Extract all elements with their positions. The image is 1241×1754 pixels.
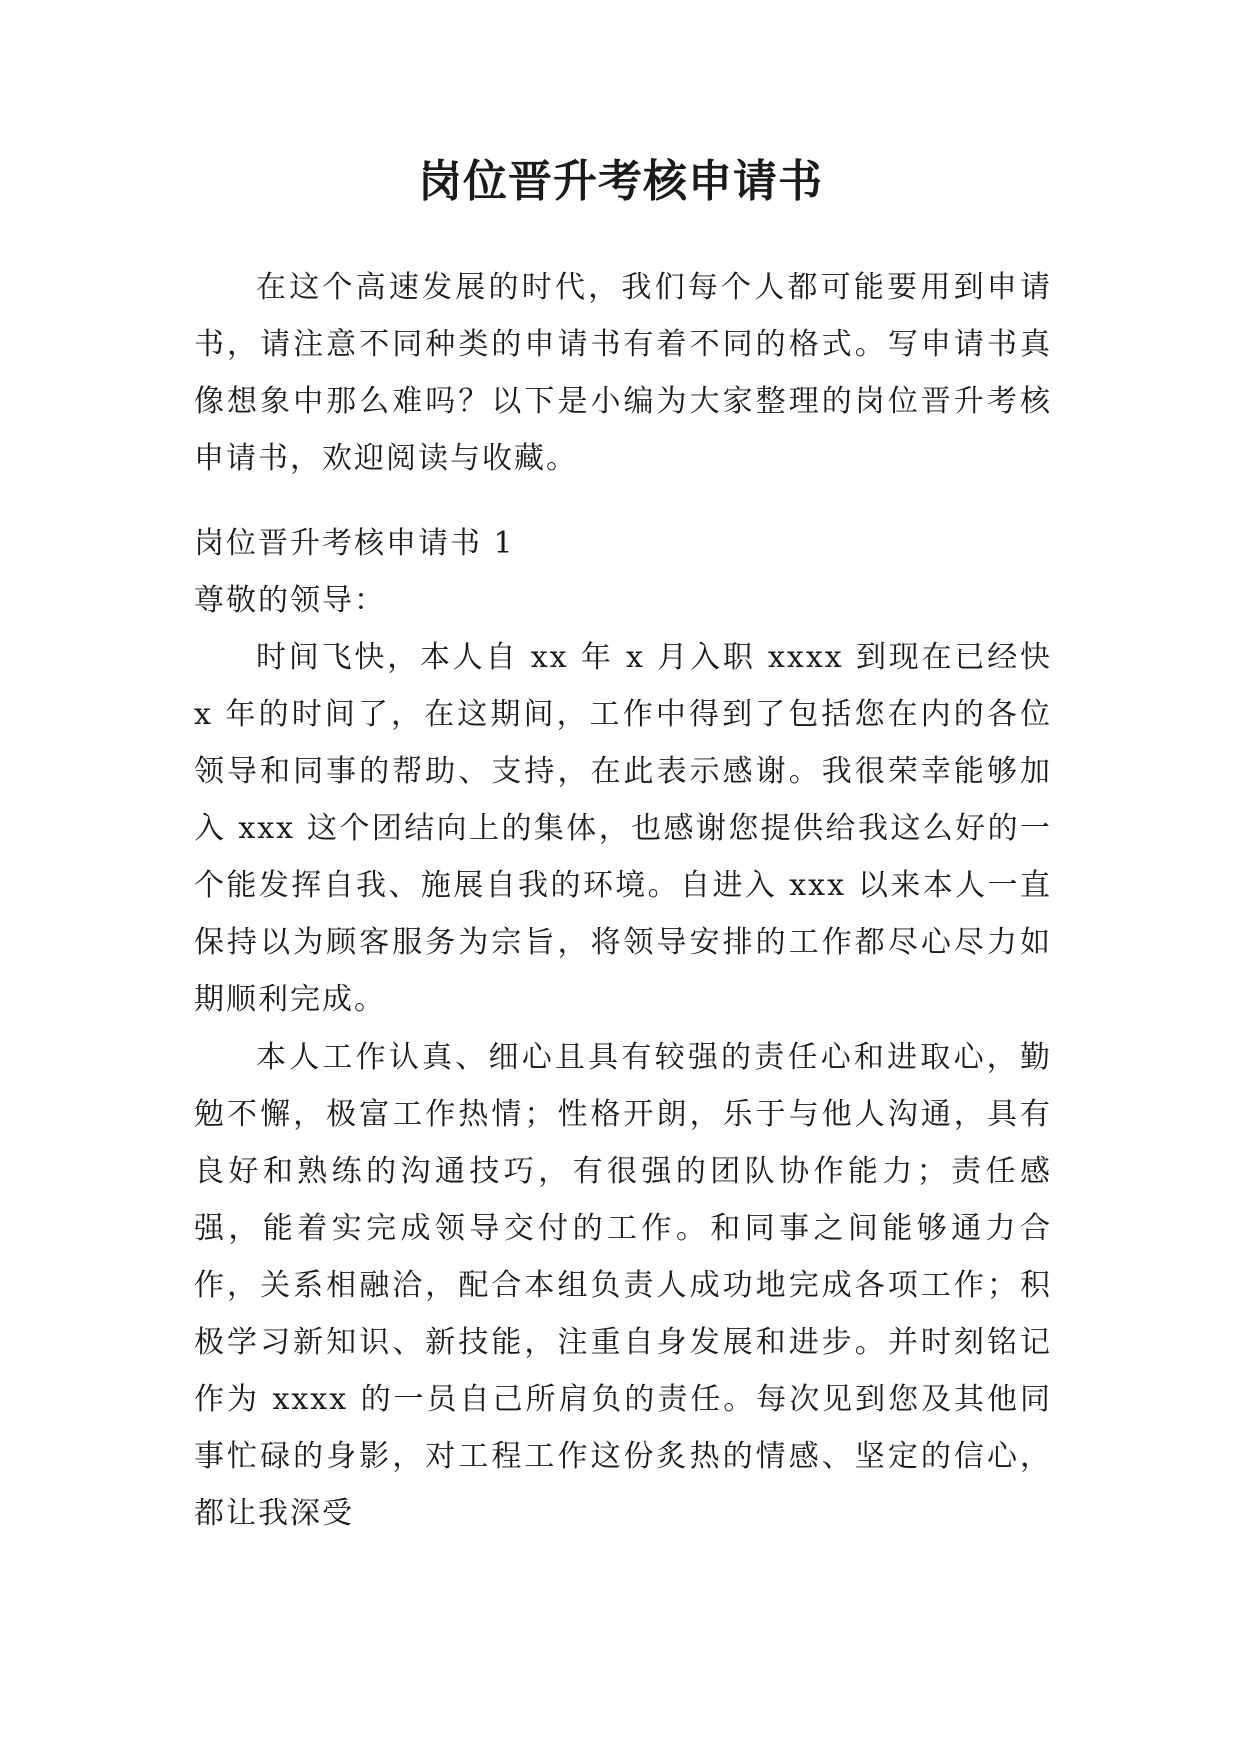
document-title: 岗位晋升考核申请书 [418,156,823,207]
salutation: 尊敬的领导： [194,583,386,618]
section-heading: 岗位晋升考核申请书 1 [194,526,515,561]
body-paragraph-2: 本人工作认真、细心且具有较强的责任心和进取心，勤勉不懈，极富工作热情；性格开朗，乐于与他人沟通，具有良好和熟练的沟通技巧，有很强的团队协作能力；责任感强，能着实完成领导交付的工作。和同事之间能够通力合作，关系相融洽，配合本组负责人成功地完成各项工作；积极学习新知识、新技能，注重自身发展和进步。并时刻铭记作为 xxxx 的一员自己所肩负的责任。每次见到您及其他同事忙碌的身影，对工程工作这份炙热的情感、坚定的信心，都让我深受 [194,1040,1052,1531]
intro-paragraph: 在这个高速发展的时代，我们每个人都可能要用到申请书，请注意不同种类的申请书有着不同的格式。写申请书真像想象中那么难吗？以下是小编为大家整理的岗位晋升考核申请书，欢迎阅读与收藏。 [194,270,1052,476]
body-paragraph-1: 时间飞快，本人自 xx 年 x 月入职 xxxx 到现在已经快 x 年的时间了，在这期间，工作中得到了包括您在内的各位领导和同事的帮助、支持，在此表示感谢。我很荣幸能够加入 xxx 这个团结向上的集体，也感谢您提供给我这么好的一个能发挥自我、施展自我的环境。自进入 xxx 以来本人一直保持以为顾客服务为宗旨，将领导安排的工作都尽心尽力如期顺利完成。 [194,640,1052,1017]
